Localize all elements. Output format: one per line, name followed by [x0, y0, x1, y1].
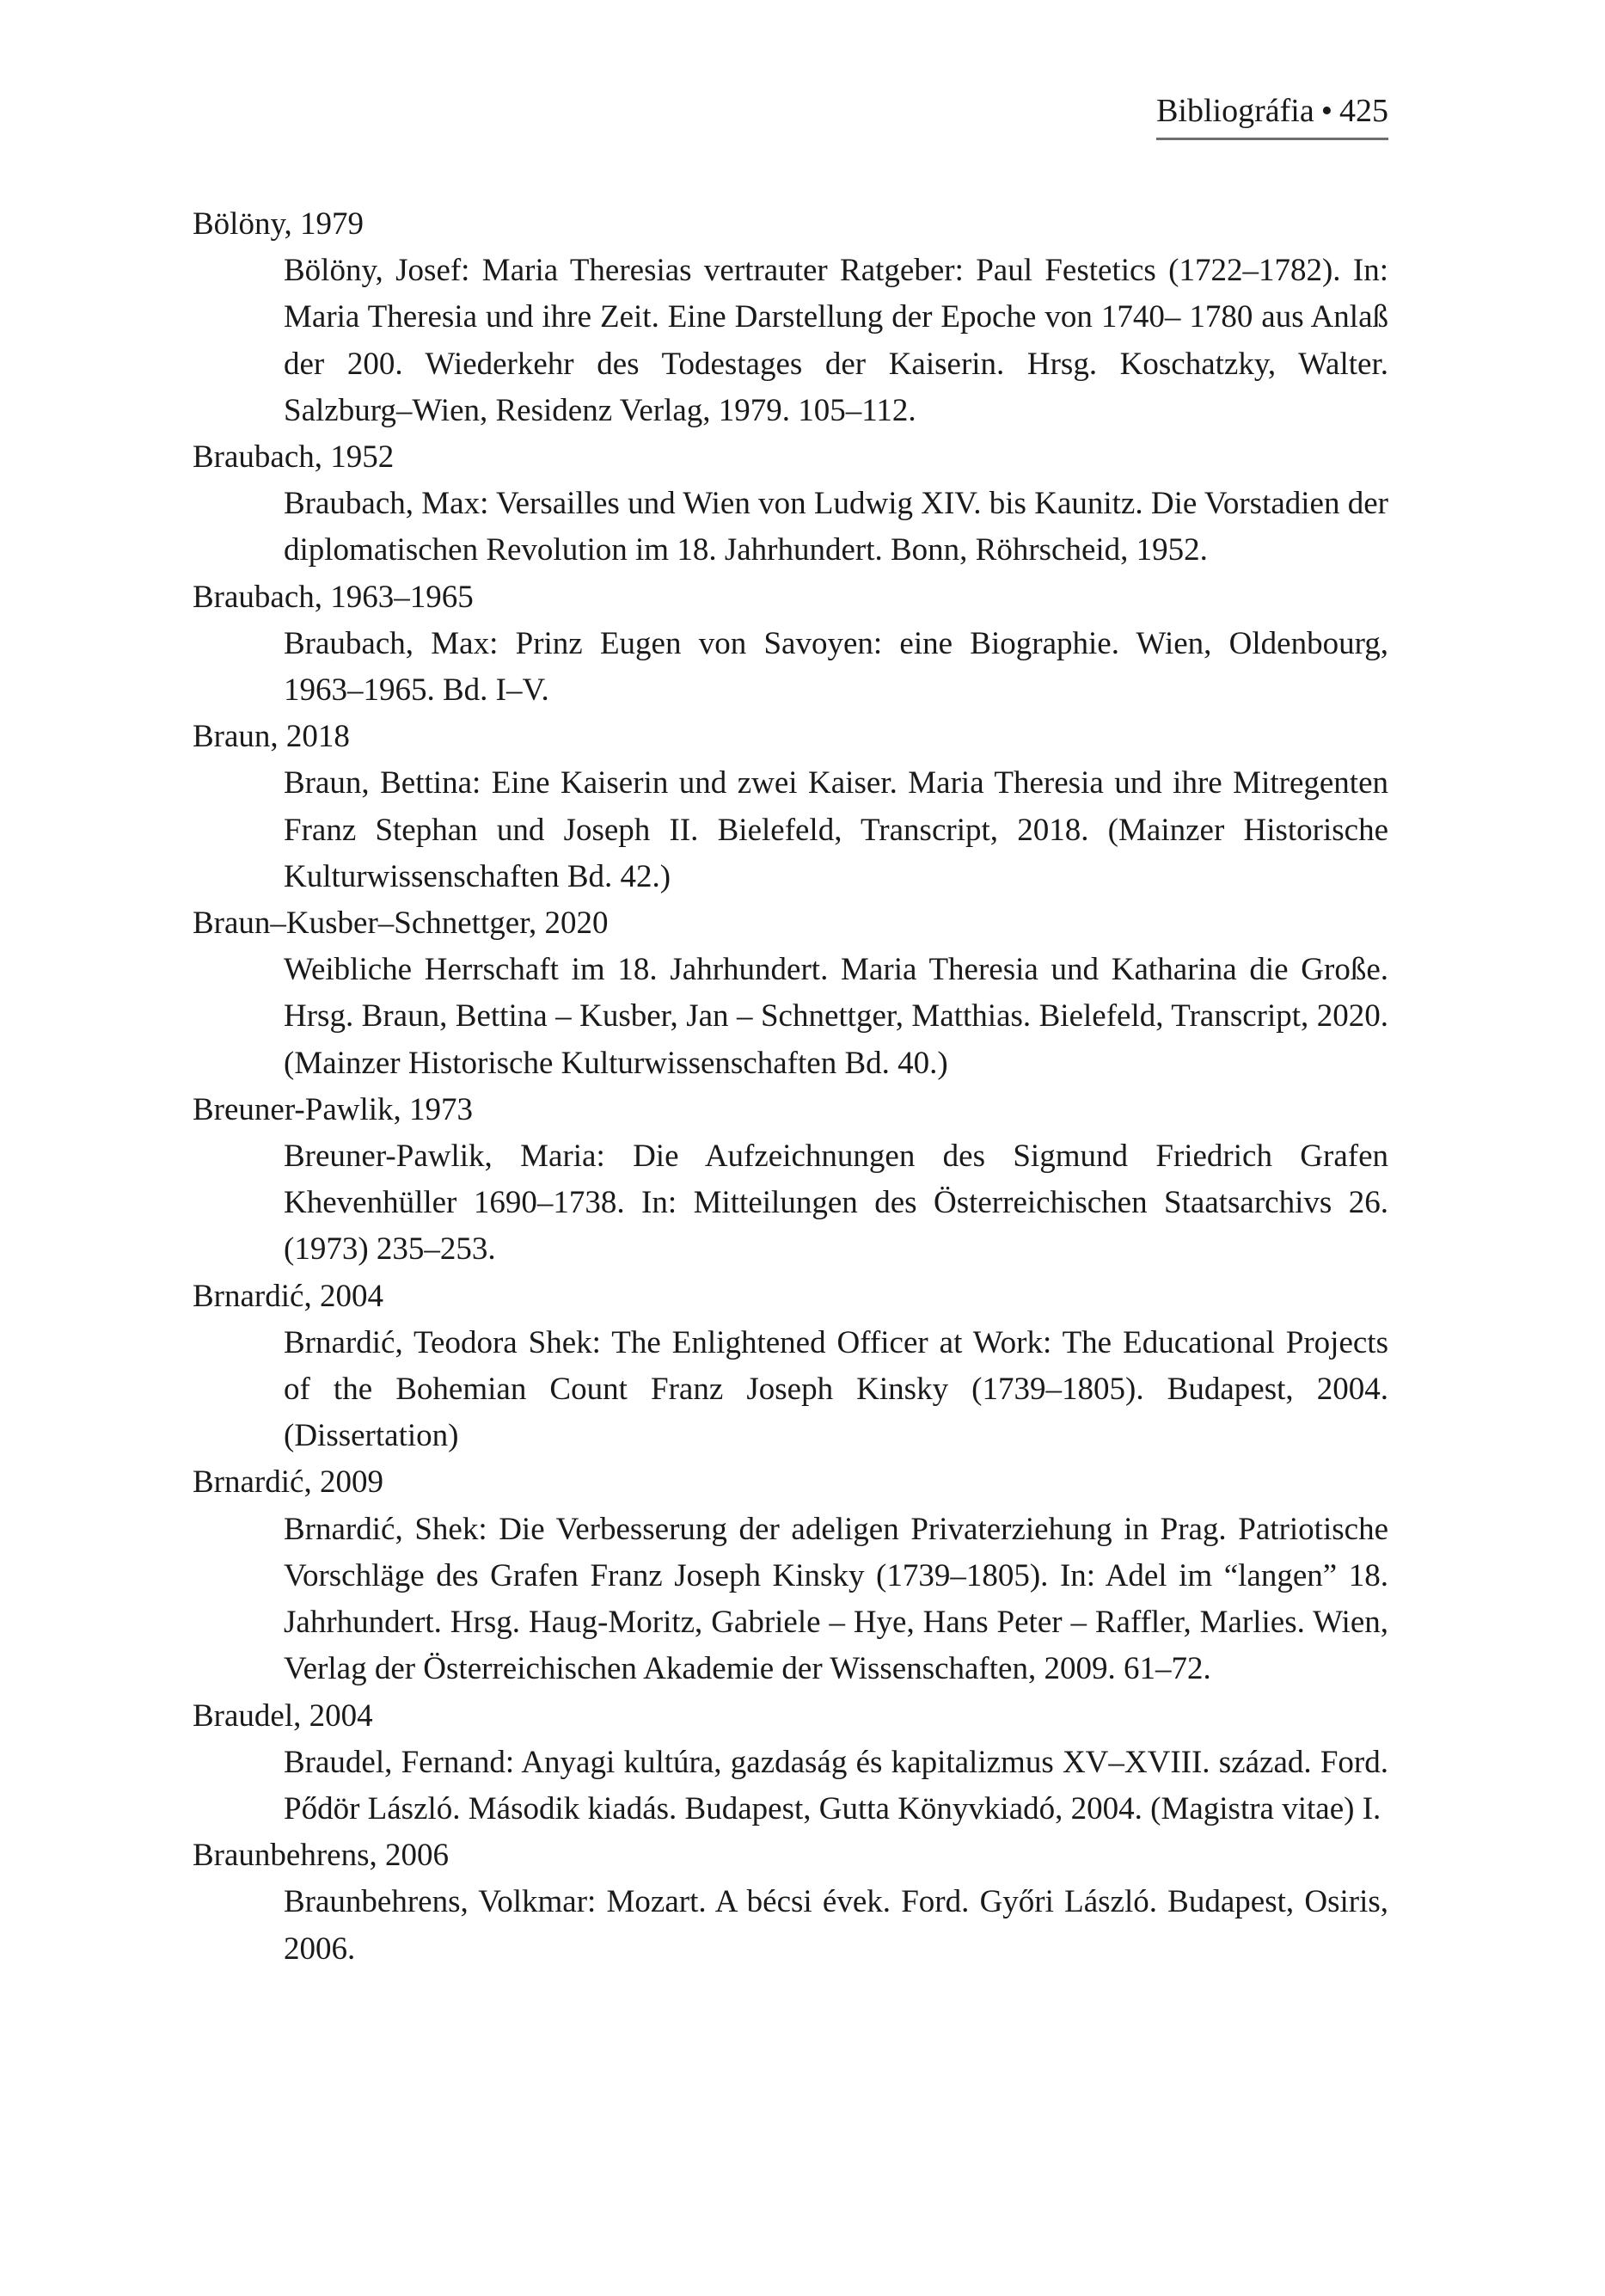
entry-reference: Braun, Bettina: Eine Kaiserin und zwei Kaiser. Maria Theresia und ihre Mitregenten Franz Stephan und Joseph II. Bielefeld, Transcript, 2018. (Mainzer Historische Kulturwissenschaften Bd. 42.) [284, 765, 1388, 894]
entry-key: Braun–Kusber–Schnettger, 2020 [193, 906, 609, 942]
entry-key: Braudel, 2004 [193, 1697, 373, 1734]
entry-reference: Brnardić, Teodora Shek: The Enlightened Officer at Work: The Educational Projects of the Bohemian Count Franz Joseph Kinsky (1739–1805). Budapest, 2004. (Dissertation) [284, 1324, 1388, 1454]
entry-key: Braubach, 1963–1965 [193, 579, 474, 615]
entry-key: Breuner-Pawlik, 1973 [193, 1091, 474, 1127]
bibliography-list [193, 201, 1388, 1973]
entry-reference: Breuner-Pawlik, Maria: Die Aufzeichnungen des Sigmund Friedrich Grafen Khevenhüller 1690–1738. In: Mitteilungen des Österreichischen Staatsarchivs 26. (1973) 235–253. [284, 1139, 1388, 1268]
entry-key: Braun, 2018 [193, 719, 350, 755]
entry-key: Brnardić, 2009 [193, 1464, 383, 1501]
bibliography-entry [193, 201, 1388, 434]
section-title: Bibliográfia [1156, 93, 1314, 129]
page-number: 425 [1339, 93, 1388, 129]
bibliography-entry [193, 900, 1388, 1087]
entry-key: Braunbehrens, 2006 [193, 1838, 449, 1874]
running-head [1156, 89, 1388, 140]
entry-key: Brnardić, 2004 [193, 1278, 383, 1314]
bibliography-entry [193, 1087, 1388, 1274]
bibliography-entry [193, 1459, 1388, 1692]
bibliography-entry [193, 1693, 1388, 1833]
bibliography-entry [193, 1833, 1388, 1973]
bullet-separator-icon: • [1320, 93, 1332, 129]
entry-reference: Bölöny, Josef: Maria Theresias vertrauter Ratgeber: Paul Festetics (1722–1782). In: Maria Theresia und ihre Zeit. Eine Darstellung der Epoche von 1740– 1780 aus Anlaß der 200. Wiederkehr des Todestages der Kaiserin. Hrsg. Koschatzky, Walter. Salzburg–Wien, Residenz Verlag, 1979. 105–112. [284, 253, 1388, 428]
entry-reference: Weibliche Herrschaft im 18. Jahrhundert. Maria Theresia und Katharina die Große. Hrsg. Braun, Bettina – Kusber, Jan – Schnettger, Matthias. Bielefeld, Transcript, 2020. (Mainzer Historische Kulturwissenschaften Bd. 40.) [284, 952, 1388, 1081]
bibliography-entry [193, 1274, 1388, 1460]
entry-reference: Brnardić, Shek: Die Verbesserung der adeligen Privaterziehung in Prag. Patriotische Vorschläge des Grafen Franz Joseph Kinsky (1739–1805). In: Adel im “langen” 18. Jahrhundert. Hrsg. Haug-Moritz, Gabriele – Hye, Hans Peter – Raffler, Marlies. Wien, Verlag der Österreichischen Akademie der Wissenschaften, 2009. 61–72. [284, 1511, 1388, 1687]
entry-reference: Braunbehrens, Volkmar: Mozart. A bécsi évek. Ford. Győri László. Budapest, Osiris, 2006. [284, 1884, 1388, 1967]
bibliography-entry [193, 434, 1388, 574]
bibliography-entry [193, 714, 1388, 900]
entry-reference: Braubach, Max: Versailles und Wien von Ludwig XIV. bis Kaunitz. Die Vorstadien der diplomatischen Revolution im 18. Jahrhundert. Bonn, Röhrscheid, 1952. [284, 486, 1388, 568]
bibliography-entry [193, 574, 1388, 715]
entry-reference: Braudel, Fernand: Anyagi kultúra, gazdaság és kapitalizmus XV–XVIII. század. Ford. Pődör László. Második kiadás. Budapest, Gutta Könyvkiadó, 2004. (Magistra vitae) I. [284, 1744, 1388, 1826]
entry-key: Braubach, 1952 [193, 439, 395, 476]
entry-reference: Braubach, Max: Prinz Eugen von Savoyen: eine Biographie. Wien, Oldenbourg, 1963–1965. Bd. I–V. [284, 625, 1388, 709]
entry-key: Bölöny, 1979 [193, 206, 364, 242]
